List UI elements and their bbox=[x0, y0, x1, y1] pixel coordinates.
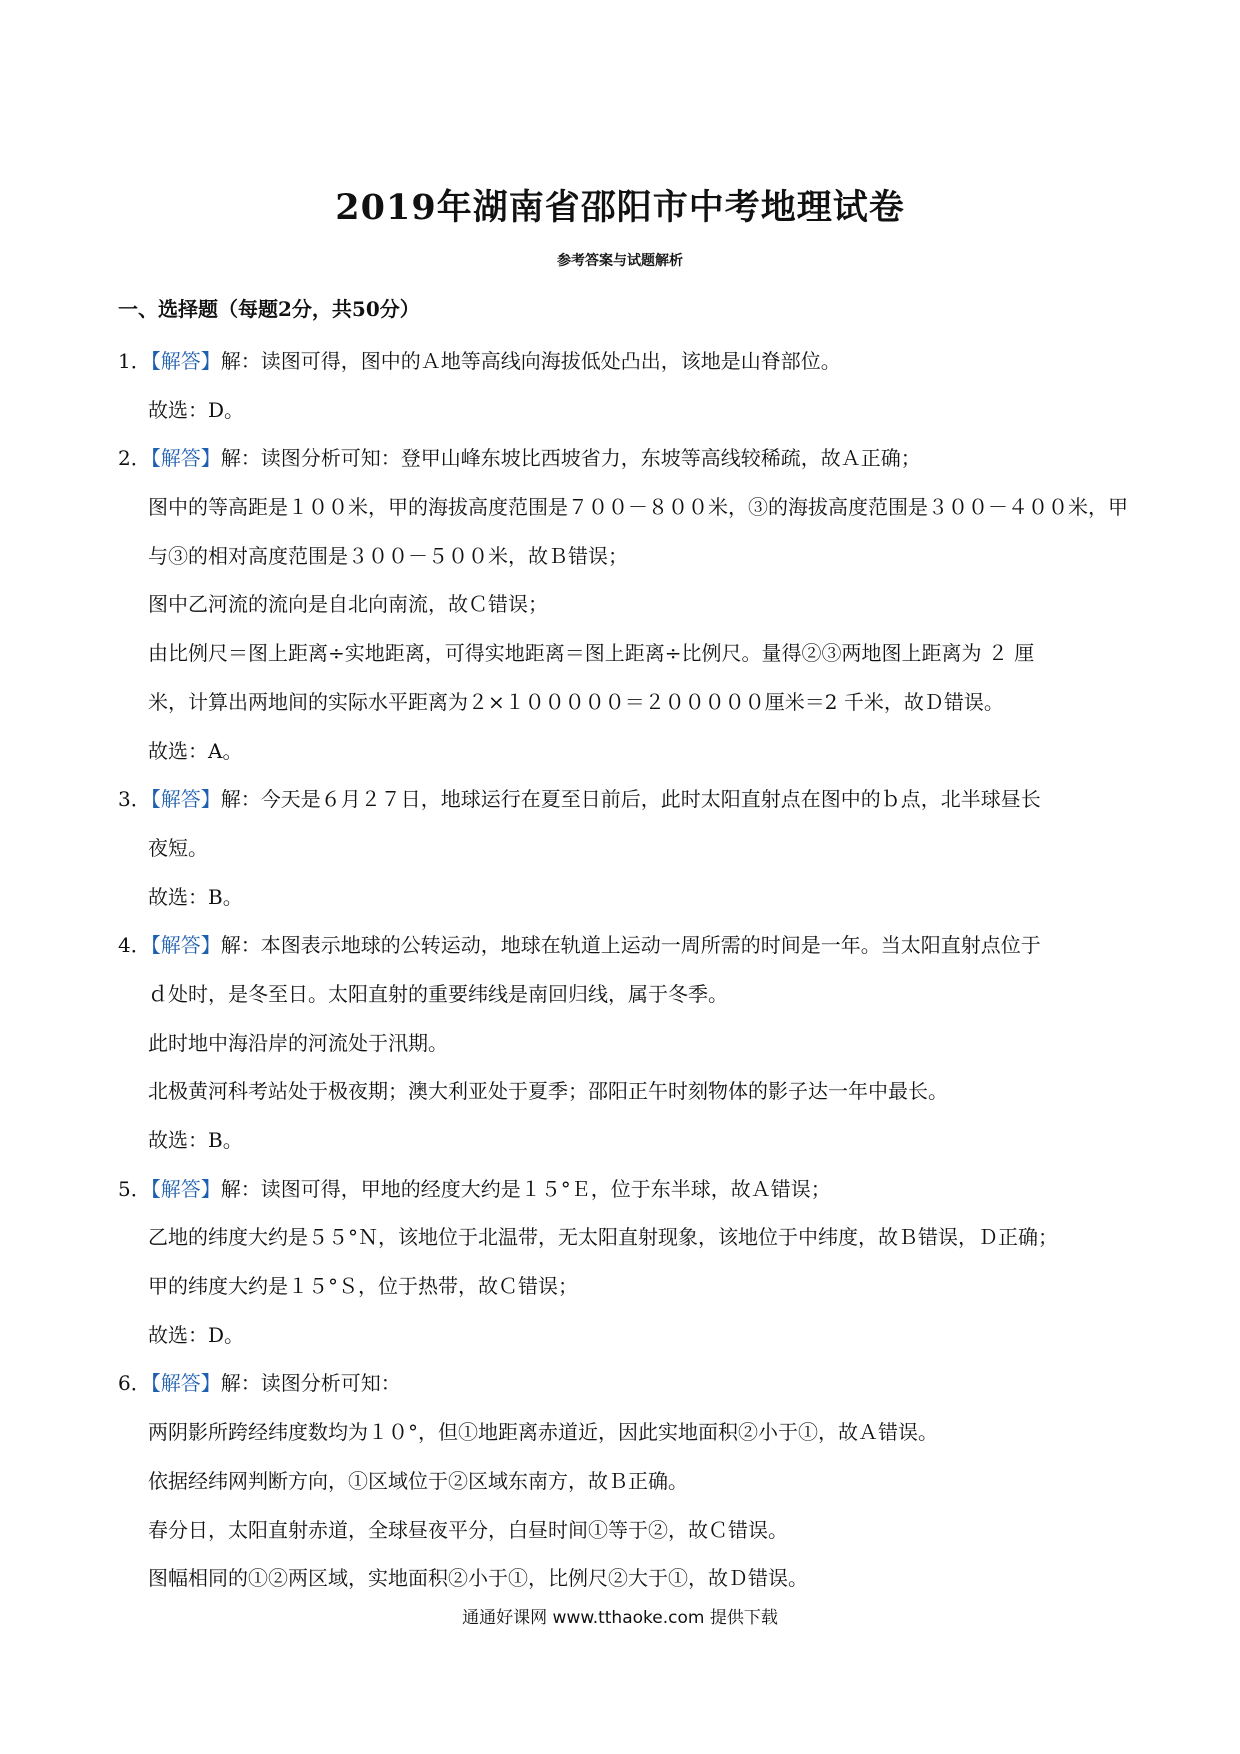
question-number: 3． bbox=[118, 787, 151, 812]
question-line: 与③的相对高度范围是３００－５００米，故Ｂ错误； bbox=[148, 543, 628, 568]
question-line: 故选：B。 bbox=[148, 1128, 243, 1152]
question-line: ｄ处时，是冬至日。太阳直射的重要纬线是南回归线，属于冬季。 bbox=[148, 981, 728, 1006]
question-line: 此时地中海沿岸的河流处于汛期。 bbox=[148, 1030, 448, 1055]
question-line: 北极黄河科考站处于极夜期；澳大利亚处于夏季；邵阳正午时刻物体的影子达一年中最长。 bbox=[148, 1079, 948, 1104]
question-4 bbox=[118, 921, 1130, 1164]
question-line: 故选：D。 bbox=[148, 1322, 245, 1347]
question-line: 故选：B。 bbox=[148, 884, 243, 909]
question-number: 1． bbox=[118, 349, 151, 373]
question-line: 米，计算出两地间的实际水平距离为２×１０００００＝２０００００厘米＝2 千米，故Ｄ错误。 bbox=[148, 689, 1004, 714]
question-line: 依据经纬网判断方向，①区域位于②区域东南方，故Ｂ正确。 bbox=[148, 1468, 688, 1493]
question-5 bbox=[118, 1165, 1130, 1360]
page-footer: 通通好课网 www.tthaoke.com 提供下载 bbox=[462, 1608, 778, 1628]
question-line: 故选：A。 bbox=[148, 738, 243, 763]
question-text: 解：本图表示地球的公转运动，地球在轨道上运动一周所需的时间是一年。当太阳直射点位于 bbox=[220, 933, 1041, 958]
question-text: 解：读图分析可知： bbox=[220, 1371, 401, 1396]
question-1 bbox=[118, 337, 1130, 434]
question-number: 4． bbox=[118, 933, 151, 958]
page-subtitle: 参考答案与试题解析 bbox=[557, 253, 683, 269]
question-line: 图幅相同的①②两区域，实地面积②小于①，比例尺②大于①，故Ｄ错误。 bbox=[148, 1566, 808, 1591]
question-line: 夜短。 bbox=[148, 835, 208, 860]
question-number: 2． bbox=[118, 446, 151, 471]
question-first-line bbox=[118, 434, 1130, 483]
question-first-line bbox=[118, 337, 1130, 386]
question-6 bbox=[118, 1359, 1130, 1602]
question-text: 解：读图可得，图中的Ａ地等高线向海拔低处凸出，该地是山脊部位。 bbox=[220, 349, 841, 373]
question-line: 甲的纬度大约是１５°Ｓ，位于热带，故Ｃ错误； bbox=[148, 1274, 578, 1299]
question-number: 5． bbox=[118, 1176, 151, 1201]
answer-tag: 【解答】 bbox=[150, 933, 221, 958]
section-heading: 一、选择题（每题2分，共50分） bbox=[118, 297, 420, 321]
question-line: 乙地的纬度大约是５５°Ｎ，该地位于北温带，无太阳直射现象，该地位于中纬度，故Ｂ错误，Ｄ正确； bbox=[148, 1225, 1058, 1250]
question-first-line bbox=[118, 1165, 1130, 1214]
answer-tag: 【解答】 bbox=[150, 1371, 221, 1396]
question-text: 解：读图可得，甲地的经度大约是１５°Ｅ，位于东半球，故Ａ错误； bbox=[220, 1176, 831, 1201]
answer-tag: 【解答】 bbox=[150, 349, 221, 373]
answer-list bbox=[118, 337, 1130, 1603]
question-line: 故选：D。 bbox=[148, 397, 245, 422]
question-3 bbox=[118, 775, 1130, 921]
question-line: 两阴影所跨经纬度数均为１０°，但①地距离赤道近，因此实地面积②小于①，故Ａ错误。 bbox=[148, 1420, 938, 1445]
question-line: 图中乙河流的流向是自北向南流，故Ｃ错误； bbox=[148, 592, 548, 617]
question-line: 由比例尺＝图上距离÷实地距离，可得实地距离＝图上距离÷比例尺。量得②③两地图上距离为 ２ 厘 bbox=[148, 641, 1035, 666]
answer-tag: 【解答】 bbox=[150, 1176, 221, 1201]
answer-tag: 【解答】 bbox=[150, 787, 221, 812]
answer-tag: 【解答】 bbox=[150, 446, 221, 471]
question-text: 解：今天是６月２７日，地球运行在夏至日前后，此时太阳直射点在图中的ｂ点，北半球昼长 bbox=[220, 787, 1041, 812]
question-2 bbox=[118, 434, 1130, 775]
question-line: 春分日，太阳直射赤道，全球昼夜平分，白昼时间①等于②，故Ｃ错误。 bbox=[148, 1517, 788, 1542]
question-number: 6． bbox=[118, 1371, 151, 1396]
page-title: 2019年湖南省邵阳市中考地理试卷 bbox=[335, 187, 905, 228]
question-first-line bbox=[118, 1359, 1130, 1408]
question-line: 图中的等高距是１００米，甲的海拔高度范围是７００－８００米，③的海拔高度范围是３００－４００米，甲 bbox=[148, 495, 1128, 520]
question-first-line bbox=[118, 775, 1130, 824]
question-text: 解：读图分析可知：登甲山峰东坡比西坡省力，东坡等高线较稀疏，故Ａ正确； bbox=[220, 446, 921, 471]
question-first-line bbox=[118, 921, 1130, 970]
